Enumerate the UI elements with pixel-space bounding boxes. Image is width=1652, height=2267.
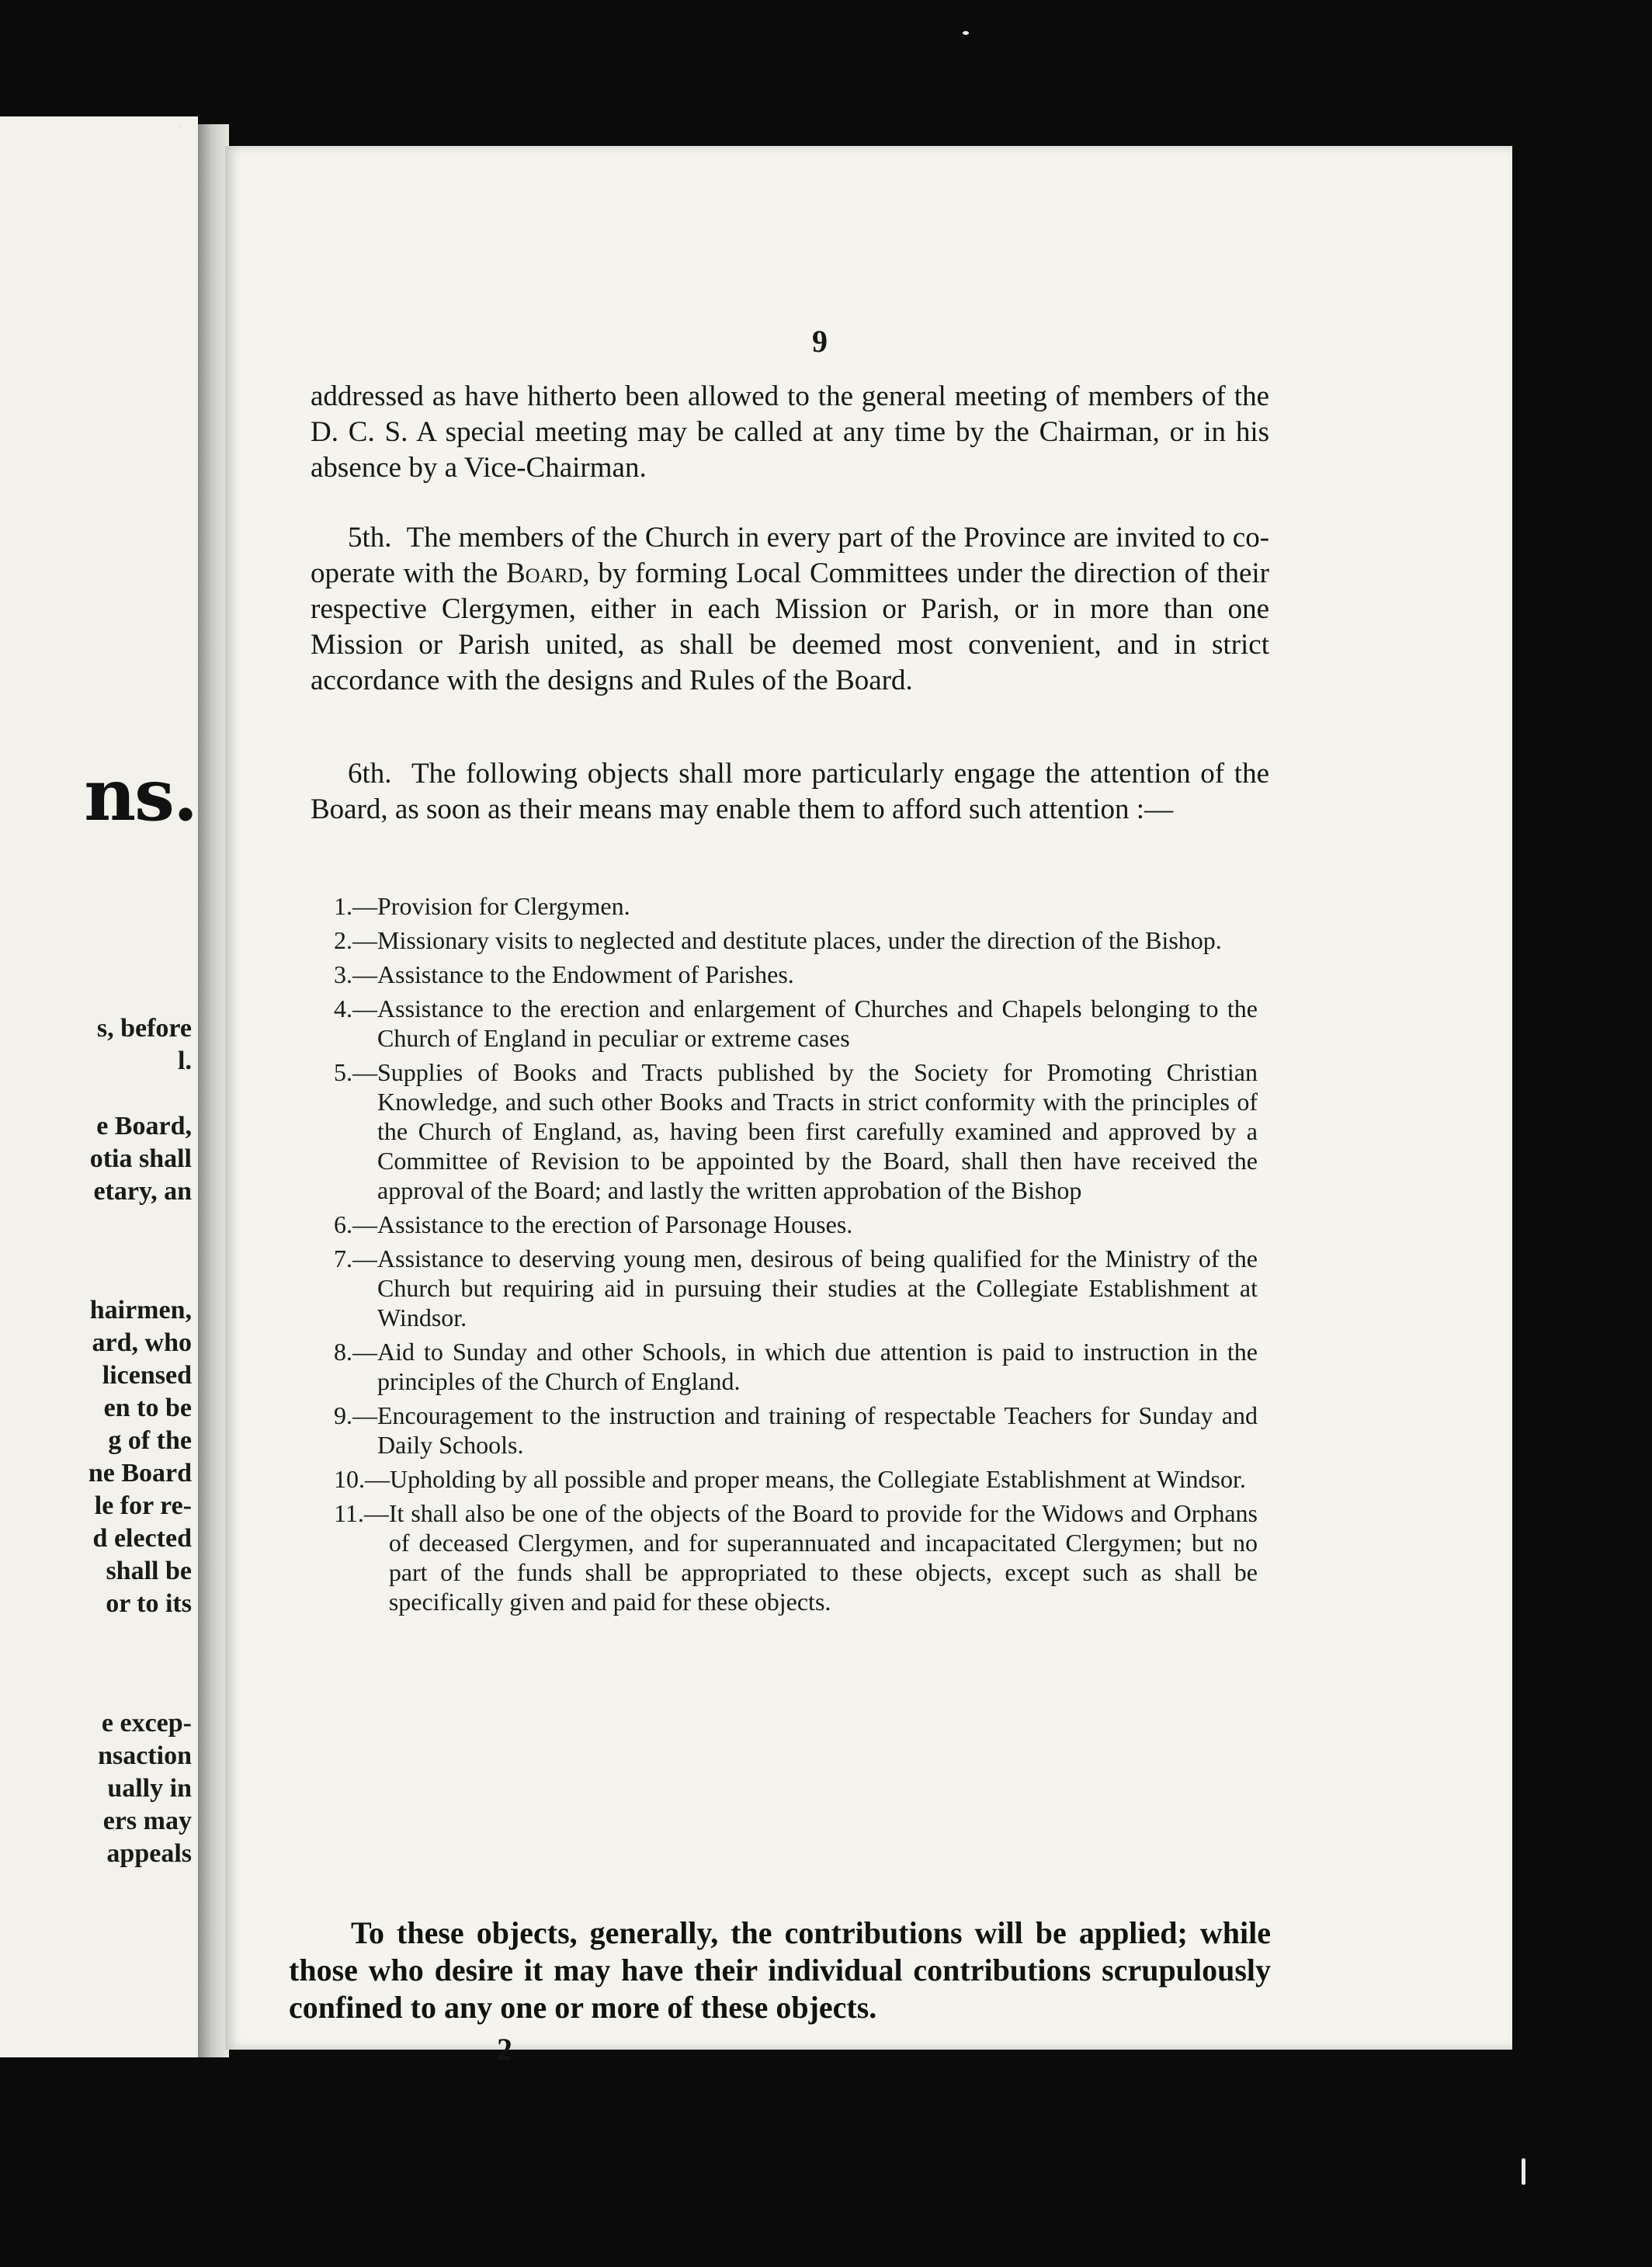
left-page-line: hairmen, (89, 1296, 192, 1324)
closing-paragraph: To these objects, generally, the contributions will be applied; while those who desire it may have their individual contributions scrupulously confined to any one or more of these objects. (289, 1915, 1271, 2025)
left-page-heading-fragment: ns. (84, 753, 196, 837)
rule-5-text (311, 520, 1269, 699)
rule-6-text (311, 756, 1269, 828)
list-item-text: Assistance to the erection and enlargement of Churches and Chapels belonging to the Church of England in peculiar or extreme cases (377, 995, 1258, 1052)
left-page-line: ers may (102, 1807, 192, 1835)
rule-5-text-before: The members of the Church in every part of the Province are invited to co-operate with the (311, 522, 1270, 589)
list-item (334, 994, 1258, 1053)
list-item (334, 1337, 1258, 1396)
rule-6-label: 6th. (348, 758, 392, 790)
left-page-line: ard, who (92, 1328, 192, 1357)
left-page-line: licensed (102, 1361, 192, 1390)
film-speck (1522, 2158, 1525, 2185)
previous-page-fragment (0, 116, 198, 2057)
left-page-line: e excep- (101, 1709, 192, 1738)
list-item-number: 2.— (334, 926, 377, 954)
opening-paragraph-text: addressed as have hitherto been allowed to the general meeting of members of the D. C. S. A special meeting may be called at any time by the Chairman, or in his absence by a Vice-Chairman. (311, 380, 1269, 484)
left-page-line: or to its (106, 1589, 192, 1618)
list-item (334, 1401, 1258, 1460)
book-gutter (198, 124, 229, 2057)
page-number: 9 (812, 324, 828, 359)
rule-6-paragraph (311, 756, 1269, 828)
list-item (334, 1464, 1258, 1494)
left-page-line: nsaction (98, 1741, 192, 1770)
list-item-text: Assistance to the Endowment of Parishes. (377, 960, 794, 988)
list-item-text: Upholding by all possible and proper means, the Collegiate Establishment at Windsor. (390, 1465, 1246, 1493)
list-item-number: 5.— (334, 1058, 377, 1086)
left-page-line: appeals (106, 1839, 192, 1868)
list-item (334, 925, 1258, 955)
left-page-line: e Board, (96, 1112, 192, 1140)
opening-paragraph (311, 379, 1269, 486)
left-page-line: etary, an (93, 1177, 192, 1206)
left-page-line: le for re- (94, 1491, 192, 1520)
rule-5-text-after: , by forming Local Committees under the direction of their respective Clergymen, either in each Mission or Parish, or in more than one Mission or Parish united, as shall be deemed most convenient, and in strict accordance with the designs and Rules of the Board. (311, 557, 1270, 696)
list-item-number: 3.— (334, 960, 377, 988)
signature-mark: 2 (497, 2032, 512, 2067)
list-item-number: 11.— (334, 1499, 389, 1527)
list-item (334, 891, 1258, 921)
list-item-number: 1.— (334, 892, 377, 920)
rule-5-board-word: Board (506, 557, 583, 589)
document-page (225, 146, 1512, 2067)
left-page-line: l. (178, 1047, 192, 1075)
left-page-line: shall be (106, 1557, 192, 1585)
list-item (334, 960, 1258, 989)
objects-list (334, 891, 1258, 1621)
rule-5-paragraph (311, 520, 1269, 699)
rule-5-label: 5th. (348, 522, 392, 554)
left-page-line: otia shall (89, 1144, 192, 1173)
list-item-number: 4.— (334, 995, 377, 1022)
list-item-text: Assistance to deserving young men, desirous of being qualified for the Ministry of the Church but requiring aid in pursuing their studies at the Collegiate Establishment at Windsor. (377, 1245, 1258, 1331)
list-item-text: Provision for Clergymen. (377, 892, 630, 920)
left-page-line: en to be (103, 1394, 192, 1422)
film-speck (963, 31, 969, 35)
film-speck (179, 124, 182, 128)
list-item (334, 1210, 1258, 1239)
list-item-number: 10.— (334, 1465, 390, 1493)
list-item-number: 8.— (334, 1338, 377, 1366)
list-item-number: 6.— (334, 1210, 377, 1238)
list-item-text: Missionary visits to neglected and destitute places, under the direction of the Bishop. (377, 926, 1222, 954)
list-item (334, 1498, 1258, 1616)
list-item-number: 7.— (334, 1245, 377, 1272)
left-page-line: s, before (96, 1014, 192, 1043)
list-item-text: Assistance to the erection of Parsonage Houses. (377, 1210, 853, 1238)
rule-6-body: The following objects shall more particularly engage the attention of the Board, as soon as their means may enable them to afford such attention :— (311, 758, 1270, 825)
list-item (334, 1057, 1258, 1205)
list-item-number: 9.— (334, 1401, 377, 1429)
list-item-text: It shall also be one of the objects of the Board to provide for the Widows and Orphans of deceased Clergymen, and for superannuated and incapacitated Clergymen; but no part of the funds shall be appropriated to these objects, except such as shall be specifically given and paid for these objects. (388, 1499, 1258, 1616)
left-page-line: d elected (92, 1524, 192, 1553)
left-page-line: ually in (107, 1774, 192, 1803)
list-item-text: Supplies of Books and Tracts published by the Society for Promoting Christian Knowledge, and such other Books and Tracts in strict conformity with the principles of the Church of England, as, having been first carefully examined and approved by a Committee of Revision to be appointed by the Board, shall then have received the approval of the Board; and lastly the written approbation of the Bishop (377, 1058, 1258, 1204)
left-page-line: ne Board (88, 1459, 192, 1488)
list-item (334, 1244, 1258, 1332)
list-item-text: Aid to Sunday and other Schools, in which due attention is paid to instruction in the principles of the Church of England. (377, 1338, 1258, 1395)
left-page-line: g of the (108, 1426, 192, 1455)
list-item-text: Encouragement to the instruction and training of respectable Teachers for Sunday and Daily Schools. (377, 1401, 1258, 1459)
